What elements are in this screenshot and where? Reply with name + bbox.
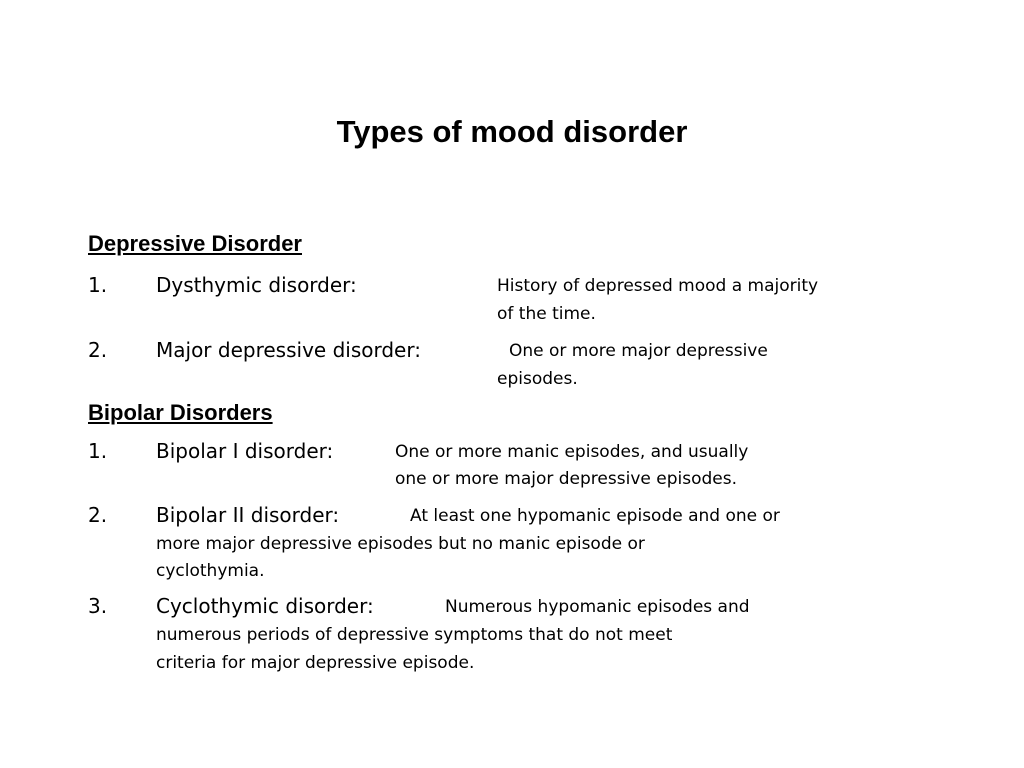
item-number: 2. xyxy=(88,338,108,362)
item-definition-line: one or more major depressive episodes. xyxy=(395,469,737,489)
item-definition-line: more major depressive episodes but no manic episode or xyxy=(156,534,645,554)
item-term: Cyclothymic disorder: xyxy=(156,594,374,618)
item-definition-line: numerous periods of depressive symptoms that do not meet xyxy=(156,625,673,645)
item-definition-line: cyclothymia. xyxy=(156,561,265,581)
item-term: Major depressive disorder: xyxy=(156,338,421,362)
item-definition-line: One or more manic episodes, and usually xyxy=(395,442,749,462)
item-term: Dysthymic disorder: xyxy=(156,273,357,297)
item-definition-line: of the time. xyxy=(497,304,596,324)
item-definition-line: episodes. xyxy=(497,369,578,389)
slide-title: Types of mood disorder xyxy=(336,114,688,149)
item-definition-line: At least one hypomanic episode and one or xyxy=(410,506,780,526)
item-term: Bipolar II disorder: xyxy=(156,503,340,527)
item-definition-line: One or more major depressive xyxy=(509,341,768,361)
item-definition-line: criteria for major depressive episode. xyxy=(156,653,475,673)
section-heading-bipolar-disorders: Bipolar Disorders xyxy=(88,400,273,425)
section-heading-depressive-disorder: Depressive Disorder xyxy=(88,231,302,256)
item-number: 2. xyxy=(88,503,108,527)
item-term: Bipolar I disorder: xyxy=(156,439,334,463)
item-definition-line: History of depressed mood a majority xyxy=(497,276,819,296)
item-number: 1. xyxy=(88,273,108,297)
item-definition-line: Numerous hypomanic episodes and xyxy=(445,597,750,617)
item-number: 3. xyxy=(88,594,108,618)
item-number: 1. xyxy=(88,439,108,463)
